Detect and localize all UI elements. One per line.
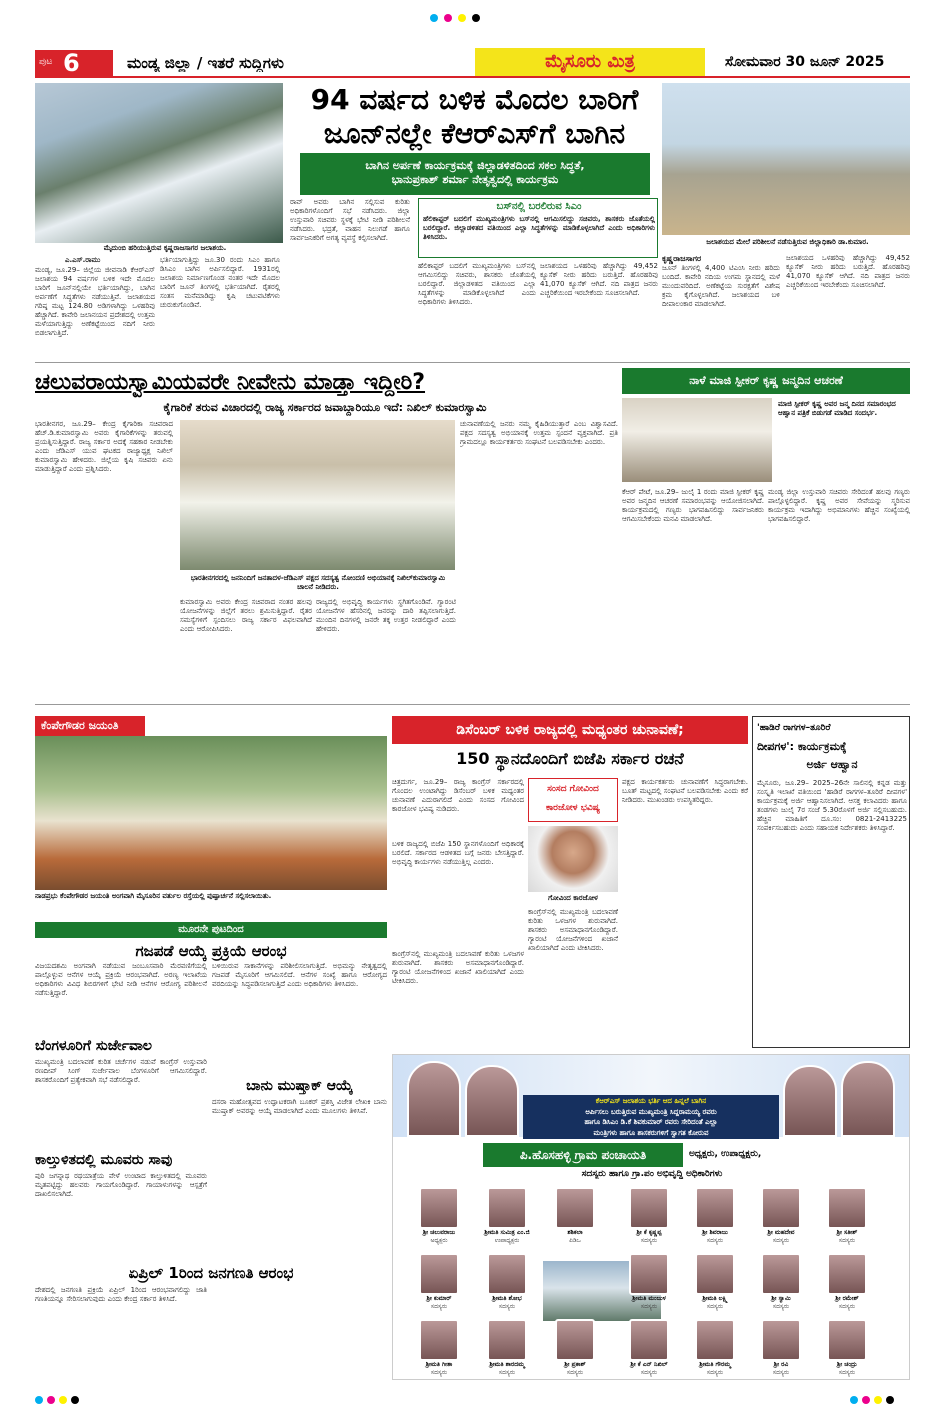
leader-photo-4	[841, 1061, 895, 1137]
leader-photo-2	[465, 1065, 519, 1137]
member-role: ಸದಸ್ಯರು	[706, 1303, 724, 1310]
section-title: ಮಂಡ್ಯ ಜಿಲ್ಲಾ / ಇತರೆ ಸುದ್ದಿಗಳು	[127, 54, 284, 72]
paper-name-box	[475, 48, 705, 76]
member-role: ಸದಸ್ಯರು	[640, 1303, 658, 1310]
member-photo	[419, 1187, 459, 1229]
divider-1	[35, 362, 910, 363]
member-role: ಸದಸ್ಯರು	[640, 1237, 658, 1244]
leader-photo-1	[407, 1061, 461, 1137]
story2-col-4: ರಾಜ್ಯದಲ್ಲಿ ಅಭಿವೃದ್ಧಿ ಕಾರ್ಯಗಳು ಸ್ಥಗಿತಗೊಂಡಿವೆ. ಗ್ಯಾರಂಟಿ ಯೋಜನೆಗಳ ಹೆಸರಿನಲ್ಲಿ ಜನರನ್ನು ದಾರಿ ತಪ್ಪಿಸಲಾಗುತ್ತಿದೆ. ಮುಂದಿನ ದಿನಗಳಲ್ಲಿ ಜನರೇ ತಕ್ಕ ಉತ್ತರ ನೀಡಲಿದ್ದಾರೆ ಎಂದು ಹೇಳಿದರು.	[316, 598, 456, 633]
member-role: ಸದಸ್ಯರು	[430, 1303, 448, 1310]
anniversary-col-1: ಕೆಆರ್ ಪೇಟೆ, ಜೂ.29– ಜುಲೈ 1 ರಂದು ಮಾಜಿ ಸ್ಪೀಕರ್ ಕೃಷ್ಣ ಅವರ ಜನ್ಮದಿನ ಆಚರಣೆ ಸಮಾರಂಭವನ್ನು ಆಯೋಜಿಸಲಾಗಿದೆ. ಕಾರ್ಯಕ್ರಮದಲ್ಲಿ ಗಣ್ಯರು ಭಾಗವಹಿಸಲಿದ್ದು ಸಾರ್ವಜನಿಕರು ಆಗಮಿಸಬೇಕೆಂದು ಮನವಿ ಮಾಡಲಾಗಿದೆ.	[622, 488, 764, 523]
story2-col-1: ಭಾರತೀನಗರ, ಜೂ.29– ಕೇಂದ್ರ ಕೈಗಾರಿಕಾ ಸಚಿವರಾದ ಹೆಚ್.ಡಿ.ಕುಮಾರಸ್ವಾಮಿ ಅವರು ಕೈಗಾರಿಕೆಗಳನ್ನು ತರುವಲ್ಲಿ ಪ್ರಯತ್ನಿಸುತ್ತಿದ್ದಾರೆ. ರಾಜ್ಯ ಸರ್ಕಾರ ಅದಕ್ಕೆ ಸಹಕಾರ ನೀಡಬೇಕು ಎಂದು ಜೆಡಿಎಸ್ ಯುವ ಘಟಕದ ರಾಜ್ಯಾಧ್ಯಕ್ಷ ನಿಖಿಲ್ ಕುಮಾರಸ್ವಾಮಿ ಹೇಳಿದರು. ಜಿಲ್ಲೆಯ ಕೃಷಿ ಸಚಿವರು ಏನು ಮಾಡುತ್ತಿದ್ದಾರೆ ಎಂದು ಪ್ರಶ್ನಿಸಿದರು.	[35, 420, 173, 473]
kempegowda-photo	[35, 736, 387, 890]
election-col-3: ಕಾಂಗ್ರೆಸ್‌ನಲ್ಲಿ ಮುಖ್ಯಮಂತ್ರಿ ಬದಲಾವಣೆ ಕುರಿತು ಒಳಜಗಳ ಶುರುವಾಗಿದೆ. ಶಾಸಕರು ಅಸಮಾಧಾನಗೊಂಡಿದ್ದಾರೆ. ಗ್ಯಾರಂಟಿ ಯೋಜನೆಗಳಿಂದ ಖಜಾನೆ ಖಾಲಿಯಾಗಿದೆ ಎಂದು ಟೀಕಿಸಿದರು.	[528, 908, 618, 952]
member-name: ಶ್ರೀ ಸತೀಶ್	[836, 1229, 858, 1236]
member-card	[683, 1187, 747, 1249]
inspection-caption: ಜಲಾಶಯದ ಮೇಲೆ ಪರಿಶೀಲನೆ ನಡೆಸುತ್ತಿರುವ ಜಿಲ್ಲಾಧಿಕಾರಿ ಡಾ.ಕುಮಾರ.	[706, 238, 869, 246]
member-photo	[761, 1253, 801, 1295]
panchayat-suffix: ಅಧ್ಯಕ್ಷರು, ಉಪಾಧ್ಯಕ್ಷರು,	[689, 1149, 762, 1159]
member-name: ಶಶಿಕಲಾ	[567, 1229, 583, 1236]
lead-col-6: ಜೂನ್ ತಿಂಗಳಲ್ಲಿ 4,400 ಟಿಎಂಸಿ ನೀರು ಹರಿದು ಬಂದಿದೆ. ಕಾವೇರಿ ನದಿಯ ಉಗಮ ಸ್ಥಾನದಲ್ಲಿ ಮಳೆ ಮುಂದುವರಿದಿದೆ. ಅಣೆಕಟ್ಟೆಯ ಸುರಕ್ಷತೆಗೆ ವಿಶೇಷ ಕ್ರಮ ಕೈಗೊಳ್ಳಲಾಗಿದೆ. ಜಲಾಶಯದ ಬಳಿ ದೀಪಾಲಂಕಾರ ಮಾಡಲಾಗಿದೆ.	[662, 264, 780, 308]
member-role: ಸದಸ್ಯರು	[706, 1369, 724, 1376]
bus-cm-inset	[418, 198, 658, 258]
krs-photo-caption: ಮೈದುಂಬಿ ಹರಿಯುತ್ತಿರುವ ಕೃಷ್ಣರಾಜಸಾಗರ ಜಲಾಶಯ.	[103, 244, 227, 252]
election-headline-1	[392, 716, 748, 744]
karajola-portrait-caption: ಗೋವಿಂದ ಕಾರಜೋಳ	[548, 894, 598, 902]
member-name: ಶ್ರೀ ಪ್ರಕಾಶ್	[564, 1361, 586, 1368]
election-col-1: ಚಿತ್ರದುರ್ಗ, ಜೂ.29– ರಾಜ್ಯ ಕಾಂಗ್ರೆಸ್ ಸರ್ಕಾರದಲ್ಲಿ ಗೊಂದಲ ಉಂಟಾಗಿದ್ದು ಡಿಸೆಂಬರ್ ಬಳಿಕ ಮಧ್ಯಂತರ ಚುನಾವಣೆ ಎದುರಾಗಲಿದೆ ಎಂದು ಸಂಸದ ಗೋವಿಂದ ಕಾರಜೋಳ ಭವಿಷ್ಯ ನುಡಿದರು.	[392, 778, 524, 813]
member-photo	[827, 1253, 867, 1295]
member-name: ಶ್ರೀ ಚಲುವರಾಜು	[422, 1229, 456, 1236]
election-headline-1-text: ಡಿಸೆಂಬರ್ ಬಳಿಕ ರಾಜ್ಯದಲ್ಲಿ ಮಧ್ಯಂತರ ಚುನಾವಣೆ;	[456, 722, 684, 738]
page-number-box	[35, 50, 113, 76]
member-photo	[761, 1319, 801, 1361]
member-card	[815, 1187, 879, 1249]
member-name: ಶ್ರೀಮತಿ ಶೋಭ	[492, 1295, 522, 1302]
member-card	[407, 1319, 471, 1380]
member-name: ಶ್ರೀಮತಿ ಸುಮಿತ್ರ ಎಂ.ಜಿ	[484, 1229, 530, 1236]
member-role: ಸದಸ್ಯರು	[706, 1237, 724, 1244]
member-name: ಶ್ರೀಮತಿ ಗೌರಮ್ಮ	[699, 1361, 731, 1368]
krs-dam-photo	[35, 83, 283, 243]
member-photo	[827, 1319, 867, 1361]
member-name: ಶ್ರೀ ಕೆ ಎನ್ ನಿಖಿಲ್	[630, 1361, 668, 1368]
lead-subhead-1: ಬಾಗಿನ ಅರ್ಪಣೆ ಕಾರ್ಯಕ್ರಮಕ್ಕೆ ಜಿಲ್ಲಾಡಳಿತದಿಂದ ಸಕಲ ಸಿದ್ಧತೆ,	[365, 159, 585, 172]
bus-cm-heading: ಬಸ್‌ನಲ್ಲಿ ಬರಲಿರುವ ಸಿಎಂ	[496, 201, 582, 212]
issue-date: ಸೋಮವಾರ 30 ಜೂನ್ 2025	[725, 54, 885, 70]
member-name: ಶ್ರೀ ಶಿವರಾಜು	[702, 1229, 728, 1236]
member-card	[749, 1187, 813, 1249]
lead-col-5: ಜಲಾಶಯದ ಒಳಹರಿವು ಹೆಚ್ಚಾಗಿದ್ದು 49,452 ಕ್ಯೂಸೆಕ್ ನೀರು ಹರಿದು ಬರುತ್ತಿದೆ. ಹೊರಹರಿವು 41,070 ಕ್ಯೂಸೆಕ್ ಆಗಿದೆ. ನದಿ ಪಾತ್ರದ ಜನರು ಎಚ್ಚರಿಕೆಯಿಂದ ಇರಬೇಕೆಂದು ಸೂಚಿಸಲಾಗಿದೆ.	[540, 262, 658, 297]
member-photo	[487, 1319, 527, 1361]
paper-name: ಮೈಸೂರು ಮಿತ್ರ	[545, 51, 635, 72]
bus-cm-body: ಹೆಲಿಕಾಪ್ಟರ್ ಬದಲಿಗೆ ಮುಖ್ಯಮಂತ್ರಿಗಳು ಬಸ್‌ನಲ್ಲಿ ಆಗಮಿಸಲಿದ್ದು ಸಚಿವರು, ಶಾಸಕರು ಜೊತೆಯಲ್ಲಿ ಬರಲಿದ್ದಾರೆ. ಜಿಲ್ಲಾಡಳಿತದ ವತಿಯಿಂದ ಎಲ್ಲಾ ಸಿದ್ಧತೆಗಳನ್ನು ಮಾಡಿಕೊಳ್ಳಲಾಗಿದೆ ಎಂದು ಅಧಿಕಾರಿಗಳು ತಿಳಿಸಿದರು.	[423, 215, 655, 241]
karajola-box-1: ಸಂಸದ ಗೋವಿಂದ	[547, 784, 599, 794]
story2-col-3: ಕುಮಾರಸ್ವಾಮಿ ಅವರು ಕೇಂದ್ರ ಸಚಿವರಾದ ನಂತರ ಹಲವು ಯೋಜನೆಗಳನ್ನು ಜಿಲ್ಲೆಗೆ ತರಲು ಶ್ರಮಿಸುತ್ತಿದ್ದಾರೆ. ರೈತರ ಸಮಸ್ಯೆಗಳಿಗೆ ಸ್ಪಂದಿಸಲು ರಾಜ್ಯ ಸರ್ಕಾರ ವಿಫಲವಾಗಿದೆ ಎಂದು ಆರೋಪಿಸಿದರು.	[180, 598, 312, 633]
member-name: ಶ್ರೀಮತಿ ಲಕ್ಷ್ಮಿ	[702, 1295, 728, 1302]
lead-col-4b: ಹೆಲಿಕಾಪ್ಟರ್ ಬದಲಿಗೆ ಮುಖ್ಯಮಂತ್ರಿಗಳು ಬಸ್‌ನಲ್ಲಿ ಆಗಮಿಸಲಿದ್ದು ಸಚಿವರು, ಶಾಸಕರು ಜೊತೆಯಲ್ಲಿ ಬರಲಿದ್ದಾರೆ. ಜಿಲ್ಲಾಡಳಿತದ ವತಿಯಿಂದ ಎಲ್ಲಾ ಸಿದ್ಧತೆಗಳನ್ನು ಮಾಡಿಕೊಳ್ಳಲಾಗಿದೆ ಎಂದು ಅಧಿಕಾರಿಗಳು ತಿಳಿಸಿದರು.	[418, 262, 536, 306]
member-card	[683, 1319, 747, 1380]
ad-banner-text	[523, 1095, 779, 1139]
masthead	[35, 48, 910, 78]
member-role: ಸದಸ್ಯರು	[838, 1303, 856, 1310]
census-headline: ಏಪ್ರಿಲ್ 1ರಿಂದ ಜನಗಣತಿ ಆರಂಭ	[128, 1264, 294, 1282]
member-role: ಸದಸ್ಯರು	[838, 1237, 856, 1244]
member-photo	[629, 1319, 669, 1361]
anniversary-heading-box	[622, 368, 910, 394]
anniversary-col-2: ಮಂಡ್ಯ ಜಿಲ್ಲಾ ಉಸ್ತುವಾರಿ ಸಚಿವರು ಸೇರಿದಂತೆ ಹಲವು ಗಣ್ಯರು ಪಾಲ್ಗೊಳ್ಳಲಿದ್ದಾರೆ. ಕೃಷ್ಣ ಅವರ ಸೇವೆಯನ್ನು ಸ್ಮರಿಸುವ ಕಾರ್ಯಕ್ರಮ ಇದಾಗಿದ್ದು ಅಭಿಮಾನಿಗಳು ಹೆಚ್ಚಿನ ಸಂಖ್ಯೆಯಲ್ಲಿ ಭಾಗವಹಿಸಲಿದ್ದಾರೆ.	[768, 488, 910, 523]
continued-bar	[35, 922, 387, 938]
stampede-body: ಪುರಿ ಜಗನ್ನಾಥ ರಥಯಾತ್ರೆಯ ವೇಳೆ ಉಂಟಾದ ಕಾಲ್ತುಳಿತದಲ್ಲಿ ಮೂವರು ಮೃತಪಟ್ಟಿದ್ದು ಹಲವರು ಗಾಯಗೊಂಡಿದ್ದಾರೆ. ಗಾಯಾಳುಗಳನ್ನು ಆಸ್ಪತ್ರೆಗೆ ದಾಖಲಿಸಲಾಗಿದೆ.	[35, 1172, 207, 1198]
registration-marks-top	[430, 14, 510, 24]
member-role: ಸದಸ್ಯರು	[772, 1369, 790, 1376]
continued-label: ಮೂರನೇ ಪುಟದಿಂದ	[178, 924, 244, 935]
member-name: ಶ್ರೀ ಕುಮಾರ್	[426, 1295, 452, 1302]
member-photo	[827, 1187, 867, 1229]
member-role: ಸದಸ್ಯರು	[640, 1369, 658, 1376]
member-photo	[487, 1253, 527, 1295]
member-role: ಸದಸ್ಯರು	[838, 1369, 856, 1376]
member-photo	[555, 1319, 595, 1361]
member-card	[475, 1253, 539, 1315]
member-role: ಸದಸ್ಯರು	[772, 1237, 790, 1244]
stampede-headline: ಕಾಲ್ತುಳಿತದಲ್ಲಿ ಮೂವರು ಸಾವು	[35, 1152, 173, 1168]
member-role: ಸದಸ್ಯರು	[498, 1369, 516, 1376]
member-role: ಸದಸ್ಯರು	[430, 1369, 448, 1376]
registration-marks-left	[35, 1396, 95, 1406]
panchayat-title: ಪಿ.ಹೊಸಹಳ್ಳಿ ಗ್ರಾಮ ಪಂಚಾಯತಿ	[519, 1148, 647, 1162]
member-photo	[695, 1187, 735, 1229]
page-label: ಪುಟ	[39, 57, 53, 67]
member-card	[683, 1253, 747, 1315]
member-card	[815, 1319, 879, 1380]
divider-2	[35, 704, 910, 705]
ad-banner-1: ಕೆಆರ್‌ಎಸ್ ಜಲಾಶಯ ಭರ್ತಿ ಆದ ಹಿನ್ನಲೆ ಬಾಗಿನ	[595, 1097, 707, 1105]
lead-col-1: ಮಂಡ್ಯ, ಜೂ.29– ಜಿಲ್ಲೆಯ ಜೀವನಾಡಿ ಕೆಆರ್‌ಎಸ್ ಜಲಾಶಯ 94 ವರ್ಷಗಳ ಬಳಿಕ ಇದೇ ಮೊದಲ ಬಾರಿಗೆ ಜೂನ್‌ನಲ್ಲಿಯೇ ಭರ್ತಿಯಾಗಿದ್ದು, ಬಾಗಿನ ಅರ್ಪಣೆಗೆ ಸಿದ್ಧತೆಗಳು ನಡೆಯುತ್ತಿವೆ. ಜಲಾಶಯದ ಗರಿಷ್ಠ ಮಟ್ಟ 124.80 ಅಡಿಗಳಾಗಿದ್ದು ಒಳಹರಿವು ಹೆಚ್ಚಾಗಿದೆ. ಕಾವೇರಿ ಜಲಾನಯನ ಪ್ರದೇಶದಲ್ಲಿ ಉತ್ತಮ ಮಳೆಯಾಗುತ್ತಿದ್ದು ಅಣೆಕಟ್ಟೆಯಿಂದ ನದಿಗೆ ನೀರು ಬಿಡಲಾಗುತ್ತಿದೆ.	[35, 266, 155, 337]
member-card	[749, 1319, 813, 1380]
anniversary-photo	[622, 398, 772, 482]
member-name: ಶ್ರೀಮತಿ ಮಂಜುಳ	[632, 1295, 666, 1302]
banu-body: ದಸರಾ ಮಹೋತ್ಸವದ ಉದ್ಘಾಟಕರಾಗಿ ಬೂಕರ್ ಪ್ರಶಸ್ತಿ ವಿಜೇತ ಲೇಖಕಿ ಬಾನು ಮುಷ್ತಾಕ್ ಅವರನ್ನು ಆಯ್ಕೆ ಮಾಡಲಾಗಿದೆ ಎಂದು ಮೂಲಗಳು ತಿಳಿಸಿವೆ.	[212, 1098, 387, 1115]
lead-byline: ಎ.ಎಸ್.ರಾಮು	[65, 256, 101, 264]
member-card	[815, 1253, 879, 1315]
karajola-portrait	[528, 826, 618, 892]
member-card	[617, 1187, 681, 1249]
member-role: ಸದಸ್ಯರು	[566, 1369, 584, 1376]
story2-headline: ಚಲುವರಾಯಸ್ವಾಮಿಯವರೇ ನೀವೇನು ಮಾಡ್ತಾ ಇದ್ದೀರಿ?	[35, 370, 426, 395]
member-photo	[419, 1253, 459, 1295]
member-card	[543, 1319, 607, 1380]
members-grid	[393, 1183, 910, 1379]
lead-headline-2: ಜೂನ್‌ನಲ್ಲೇ ಕೆಆರ್‌ಎಸ್‌ಗೆ ಬಾಗಿನ	[323, 117, 626, 150]
anniversary-caption: ಮಾಜಿ ಸ್ಪೀಕರ್ ಕೃಷ್ಣ ಅವರ ಜನ್ಮ ದಿನದ ಸಮಾರಂಭದ ಆಹ್ವಾನ ಪತ್ರಿಕೆ ಬಿಡುಗಡೆ ಮಾಡಿದ ಸಂದರ್ಭ.	[778, 400, 896, 417]
elephant-col-2: ಬಳಿಯಿರುವ ಸಾಕಾನೆಗಳನ್ನು ಪರಿಶೀಲಿಸಲಾಗುತ್ತಿದೆ. ಅಭಿಮನ್ಯು ನೇತೃತ್ವದಲ್ಲಿ ಗಜಪಡೆ ಮೈಸೂರಿಗೆ ಆಗಮಿಸಲಿದೆ. ಆನೆಗಳ ಸಂಖ್ಯೆ ಹಾಗೂ ಆರೋಗ್ಯದ ವರದಿಯನ್ನು ಸಿದ್ಧಪಡಿಸಲಾಗುತ್ತಿದೆ ಎಂದು ಅಧಿಕಾರಿಗಳು ತಿಳಿಸಿದರು.	[212, 962, 387, 988]
member-photo	[555, 1187, 595, 1229]
member-role: ಅಧ್ಯಕ್ಷರು	[430, 1237, 448, 1244]
elephant-col-1: ವಿಜಯದಶಮಿ ಅಂಗವಾಗಿ ನಡೆಯುವ ಜಂಬೂಸವಾರಿ ಮೆರವಣಿಗೆಯಲ್ಲಿ ಪಾಲ್ಗೊಳ್ಳುವ ಆನೆಗಳ ಆಯ್ಕೆ ಪ್ರಕ್ರಿಯೆ ಆರಂಭವಾಗಿದೆ. ಅರಣ್ಯ ಇಲಾಖೆಯ ಅಧಿಕಾರಿಗಳು ವಿವಿಧ ಶಿಬಿರಗಳಿಗೆ ಭೇಟಿ ನೀಡಿ ಆನೆಗಳ ಆರೋಗ್ಯ ಪರಿಶೀಲನೆ ನಡೆಸುತ್ತಿದ್ದಾರೆ.	[35, 962, 207, 997]
member-photo	[695, 1319, 735, 1361]
member-role: ಸದಸ್ಯರು	[772, 1303, 790, 1310]
member-photo	[761, 1187, 801, 1229]
lead-headline-1: 94 ವರ್ಷದ ಬಳಿಕ ಮೊದಲ ಬಾರಿಗೆ	[310, 83, 639, 116]
member-role: ಪಿಡಿಒ	[569, 1237, 581, 1244]
member-card	[543, 1187, 607, 1249]
haadire-heading-2: ದೀಪಗಳ': ಕಾರ್ಯಕ್ರಮಕ್ಕೆ	[757, 740, 847, 753]
member-name: ಶ್ರೀಮತಿ ಗೀತಾ	[425, 1361, 453, 1368]
haadire-box	[752, 716, 910, 1048]
member-photo	[629, 1253, 669, 1295]
member-photo	[487, 1187, 527, 1229]
members-line: ಸದಸ್ಯರು ಹಾಗೂ ಗ್ರಾ.ಪಂ ಅಭಿವೃದ್ಧಿ ಅಧಿಕಾರಿಗಳು	[581, 1169, 723, 1179]
lead-col-7: ಜಲಾಶಯದ ಒಳಹರಿವು ಹೆಚ್ಚಾಗಿದ್ದು 49,452 ಕ್ಯೂಸೆಕ್ ನೀರು ಹರಿದು ಬರುತ್ತಿದೆ. ಹೊರಹರಿವು 41,070 ಕ್ಯೂಸೆಕ್ ಆಗಿದೆ. ನದಿ ಪಾತ್ರದ ಜನರು ಎಚ್ಚರಿಕೆಯಿಂದ ಇರಬೇಕೆಂದು ಸೂಚಿಸಲಾಗಿದೆ.	[786, 254, 910, 289]
panchayat-title-box	[483, 1143, 683, 1167]
member-photo	[419, 1319, 459, 1361]
member-card	[407, 1187, 471, 1249]
page-number: 6	[63, 49, 80, 77]
member-name: ಶ್ರೀಮತಿ ಶಾರದಮ್ಮ	[489, 1361, 525, 1368]
surjewala-body: ಮುಖ್ಯಮಂತ್ರಿ ಬದಲಾವಣೆ ಕುರಿತ ಚರ್ಚೆಗಳ ನಡುವೆ ಕಾಂಗ್ರೆಸ್ ಉಸ್ತುವಾರಿ ರಣದೀಪ್ ಸಿಂಗ್ ಸುರ್ಜೇವಾಲ ಬೆಂಗಳೂರಿಗೆ ಆಗಮಿಸಲಿದ್ದಾರೆ. ಶಾಸಕರೊಂದಿಗೆ ಪ್ರತ್ಯೇಕವಾಗಿ ಸಭೆ ನಡೆಸಲಿದ್ದಾರೆ.	[35, 1058, 207, 1084]
member-card	[407, 1253, 471, 1315]
lead-subhead	[300, 153, 650, 195]
member-card	[617, 1253, 681, 1315]
karajola-box	[528, 778, 618, 822]
kempegowda-heading: ಕೆಂಪೇಗೌಡರ ಜಯಂತಿ	[35, 716, 145, 736]
story2-subhead: ಕೈಗಾರಿಕೆ ತರುವ ವಿಚಾರದಲ್ಲಿ ರಾಜ್ಯ ಸರ್ಕಾರದ ಜವಾಬ್ದಾರಿಯೂ ಇದೆ: ನಿಖಿಲ್ ಕುಮಾರಸ್ವಾಮಿ	[163, 401, 487, 414]
karajola-box-2: ಕಾರಜೋಳ ಭವಿಷ್ಯ	[545, 803, 601, 813]
banu-headline: ಬಾನು ಮುಷ್ತಾಕ್ ಆಯ್ಕೆ	[246, 1078, 353, 1094]
member-name: ಶ್ರೀ ರವಿ	[773, 1361, 789, 1368]
ad-banner-2: ಅರ್ಪಿಸಲು ಬರುತ್ತಿರುವ ಮುಖ್ಯಮಂತ್ರಿ ಸಿದ್ದರಾಮಯ್ಯ ರವರು	[585, 1107, 717, 1116]
nikhil-photo	[180, 420, 455, 570]
story2-col-2: ಚುನಾವಣೆಯಲ್ಲಿ ಜನರು ನಮ್ಮ ಕೈಹಿಡಿಯುತ್ತಾರೆ ಎಂಬ ವಿಶ್ವಾಸವಿದೆ. ಪಕ್ಷದ ಸದಸ್ಯತ್ವ ಅಭಿಯಾನಕ್ಕೆ ಉತ್ತಮ ಸ್ಪಂದನೆ ವ್ಯಕ್ತವಾಗಿದೆ. ಪ್ರತಿ ಗ್ರಾಮದಲ್ಲೂ ಕಾರ್ಯಕರ್ತರು ಸಂಘಟನೆ ಬಲಪಡಿಸಬೇಕು ಎಂದರು.	[460, 420, 618, 446]
krs-subhead: ಕೃಷ್ಣರಾಜಸಾಗರ	[662, 254, 702, 263]
lead-col-3: ರಾವ್ ಅವರು ಬಾಗಿನ ಸಲ್ಲಿಸುವ ಕುರಿತು ಅಧಿಕಾರಿಗಳೊಂದಿಗೆ ಸಭೆ ನಡೆಸಿದರು. ಜಿಲ್ಲಾ ಉಸ್ತುವಾರಿ ಸಚಿವರು ಸ್ಥಳಕ್ಕೆ ಭೇಟಿ ನೀಡಿ ಪರಿಶೀಲನೆ ನಡೆಸಿದರು. ಭದ್ರತೆ, ವಾಹನ ನಿಲುಗಡೆ ಹಾಗೂ ಸಾರ್ವಜನಿಕರಿಗೆ ಅಗತ್ಯ ವ್ಯವಸ್ಥೆ ಕಲ್ಪಿಸಲಾಗಿದೆ.	[290, 198, 410, 242]
haadire-heading-1: 'ಹಾಡಿರೆ ರಾಗಗಳ–ತೂರಿರೆ	[757, 723, 831, 733]
surjewala-headline: ಬೆಂಗಳೂರಿಗೆ ಸುರ್ಜೇವಾಲ	[35, 1038, 152, 1054]
haadire-body: ಮೈಸೂರು, ಜೂ.29– 2025–26ನೇ ಸಾಲಿನಲ್ಲಿ ಕನ್ನಡ ಮತ್ತು ಸಂಸ್ಕೃತಿ ಇಲಾಖೆ ವತಿಯಿಂದ 'ಹಾಡಿರೆ ರಾಗಗಳ–ತೂರಿರೆ ದೀಪಗಳ' ಕಾರ್ಯಕ್ರಮಕ್ಕೆ ಅರ್ಜಿ ಆಹ್ವಾನಿಸಲಾಗಿದೆ. ಆಸಕ್ತ ಕಲಾವಿದರು ಹಾಗೂ ತಂಡಗಳು ಜುಲೈ 7ರ ಸಂಜೆ 5.30ರೊಳಗೆ ಅರ್ಜಿ ಸಲ್ಲಿಸಬಹುದು. ಹೆಚ್ಚಿನ ಮಾಹಿತಿಗೆ ದೂ.ಸಂ: 0821-2413225 ಸಂಪರ್ಕಿಸಬಹುದು ಎಂದು ಸಹಾಯಕ ನಿರ್ದೇಶಕರು ತಿಳಿಸಿದ್ದಾರೆ.	[757, 779, 907, 832]
welcome-advertisement	[392, 1054, 910, 1380]
ad-banner-4: ಮಂತ್ರಿಗಳು ಹಾಗೂ ಶಾಸಕರುಗಳಿಗೆ ಸ್ವಾಗತ ಕೋರುವ	[593, 1128, 709, 1137]
ad-banner-3: ಹಾಗೂ ಡಿಸಿಎಂ ಡಿ.ಕೆ ಶಿವಕುಮಾರ್ ರವರು ಸೇರಿದಂತೆ ಎಲ್ಲಾ	[584, 1118, 718, 1126]
election-col-2: ಬಳಿಕ ರಾಜ್ಯದಲ್ಲಿ ಬಿಜೆಪಿ 150 ಸ್ಥಾನಗಳೊಂದಿಗೆ ಅಧಿಕಾರಕ್ಕೆ ಬರಲಿದೆ. ಸರ್ಕಾರದ ಆಡಳಿತದ ಬಗ್ಗೆ ಜನರು ಬೇಸತ್ತಿದ್ದಾರೆ. ಅಭಿವೃದ್ಧಿ ಕಾರ್ಯಗಳು ನಡೆಯುತ್ತಿಲ್ಲ ಎಂದರು.	[392, 840, 524, 866]
member-role: ಸದಸ್ಯರು	[498, 1303, 516, 1310]
nikhil-photo-caption: ಭಾರತೀನಗರದಲ್ಲಿ ಜನನಿಂದಿಗೆ ಜನತಾದಳ-ಜೆಡಿಎಸ್ ಪಕ್ಷದ ಸದಸ್ಯತ್ವ ನೋಂದಣಿ ಅಭಿಯಾನಕ್ಕೆ ನಿಖಿಲ್‌ಕುಮಾರಸ್ವಾಮಿ ಚಾಲನೆ ನೀಡಿದರು.	[190, 574, 446, 591]
member-name: ಶ್ರೀ ಚಂದ್ರು	[836, 1361, 858, 1368]
dam-inspection-photo	[662, 83, 910, 235]
election-headline-2: 150 ಸ್ಥಾನದೊಂದಿಗೆ ಬಿಜೆಪಿ ಸರ್ಕಾರ ರಚನೆ	[456, 749, 684, 768]
kempegowda-caption: ನಾಡಪ್ರಭು ಕೆಂಪೇಗೌಡರ ಜಯಂತಿ ಅಂಗವಾಗಿ ಮೈಸೂರಿನ ವರ್ತುಲ ರಸ್ತೆಯಲ್ಲಿ ಪುಷ್ಪಾರ್ಚನೆ ಸಲ್ಲಿಸಲಾಯಿತು.	[35, 892, 272, 900]
haadire-heading-3: ಅರ್ಜಿ ಆಹ್ವಾನ	[806, 758, 858, 771]
anniversary-heading: ನಾಳೆ ಮಾಜಿ ಸ್ಪೀಕರ್ ಕೃಷ್ಣ ಜನ್ಮದಿನ ಆಚರಣೆ	[689, 374, 843, 387]
member-name: ಶ್ರೀ ರಮೇಶ್	[835, 1295, 859, 1302]
lead-col-2: ಭರ್ತಿಯಾಗುತ್ತಿದ್ದು ಜೂ.30 ರಂದು ಸಿಎಂ ಹಾಗೂ ಡಿಸಿಎಂ ಬಾಗಿನ ಅರ್ಪಿಸಲಿದ್ದಾರೆ. 1931ರಲ್ಲಿ ಜಲಾಶಯ ನಿರ್ಮಾಣಗೊಂಡ ನಂತರ ಇದೇ ಮೊದಲ ಬಾರಿಗೆ ಜೂನ್ ತಿಂಗಳಲ್ಲಿ ಭರ್ತಿಯಾಗಿದೆ. ರೈತರಲ್ಲಿ ಸಂತಸ ಮನೆಮಾಡಿದ್ದು ಕೃಷಿ ಚಟುವಟಿಕೆಗಳು ಚುರುಕುಗೊಂಡಿವೆ.	[160, 256, 280, 309]
member-role: ಉಪಾಧ್ಯಕ್ಷರು	[494, 1237, 520, 1244]
member-photo	[629, 1187, 669, 1229]
registration-marks-right	[850, 1396, 910, 1406]
member-photo	[695, 1253, 735, 1295]
lead-subhead-2: ಭಾನುಪ್ರಕಾಶ್ ಶರ್ಮಾ ನೇತೃತ್ವದಲ್ಲಿ ಕಾರ್ಯಕ್ರಮ	[391, 173, 559, 186]
member-card	[749, 1253, 813, 1315]
census-body: ದೇಶದಲ್ಲಿ ಜನಗಣತಿ ಪ್ರಕ್ರಿಯೆ ಏಪ್ರಿಲ್ 1ರಿಂದ ಆರಂಭವಾಗಲಿದ್ದು ಜಾತಿ ಗಣತಿಯನ್ನೂ ಸೇರಿಸಲಾಗುವುದು ಎಂದು ಕೇಂದ್ರ ಸರ್ಕಾರ ತಿಳಿಸಿದೆ.	[35, 1286, 207, 1303]
election-col-2b: ಕಾಂಗ್ರೆಸ್‌ನಲ್ಲಿ ಮುಖ್ಯಮಂತ್ರಿ ಬದಲಾವಣೆ ಕುರಿತು ಒಳಜಗಳ ಶುರುವಾಗಿದೆ. ಶಾಸಕರು ಅಸಮಾಧಾನಗೊಂಡಿದ್ದಾರೆ. ಗ್ಯಾರಂಟಿ ಯೋಜನೆಗಳಿಂದ ಖಜಾನೆ ಖಾಲಿಯಾಗಿದೆ ಎಂದು ಟೀಕಿಸಿದರು.	[392, 950, 524, 985]
member-name: ಶ್ರೀ ಮಹದೇವ	[767, 1229, 795, 1236]
elephant-headline: ಗಜಪಡೆ ಆಯ್ಕೆ ಪ್ರಕ್ರಿಯೆ ಆರಂಭ	[135, 942, 287, 960]
member-card	[475, 1187, 539, 1249]
member-card	[617, 1319, 681, 1380]
member-name: ಶ್ರೀ ಸ್ವಾಮಿ	[771, 1295, 791, 1302]
leader-photo-3	[783, 1065, 837, 1137]
election-col-4: ಪಕ್ಷದ ಕಾರ್ಯಕರ್ತರು ಚುನಾವಣೆಗೆ ಸಿದ್ಧರಾಗಬೇಕು. ಬೂತ್ ಮಟ್ಟದಲ್ಲಿ ಸಂಘಟನೆ ಬಲಪಡಿಸಬೇಕು ಎಂದು ಕರೆ ನೀಡಿದರು. ಮುಖಂಡರು ಉಪಸ್ಥಿತರಿದ್ದರು.	[622, 778, 748, 804]
member-card	[475, 1319, 539, 1380]
member-name: ಶ್ರೀ ಕೆ ಕೃಷ್ಣಪ್ಪ	[636, 1229, 662, 1236]
